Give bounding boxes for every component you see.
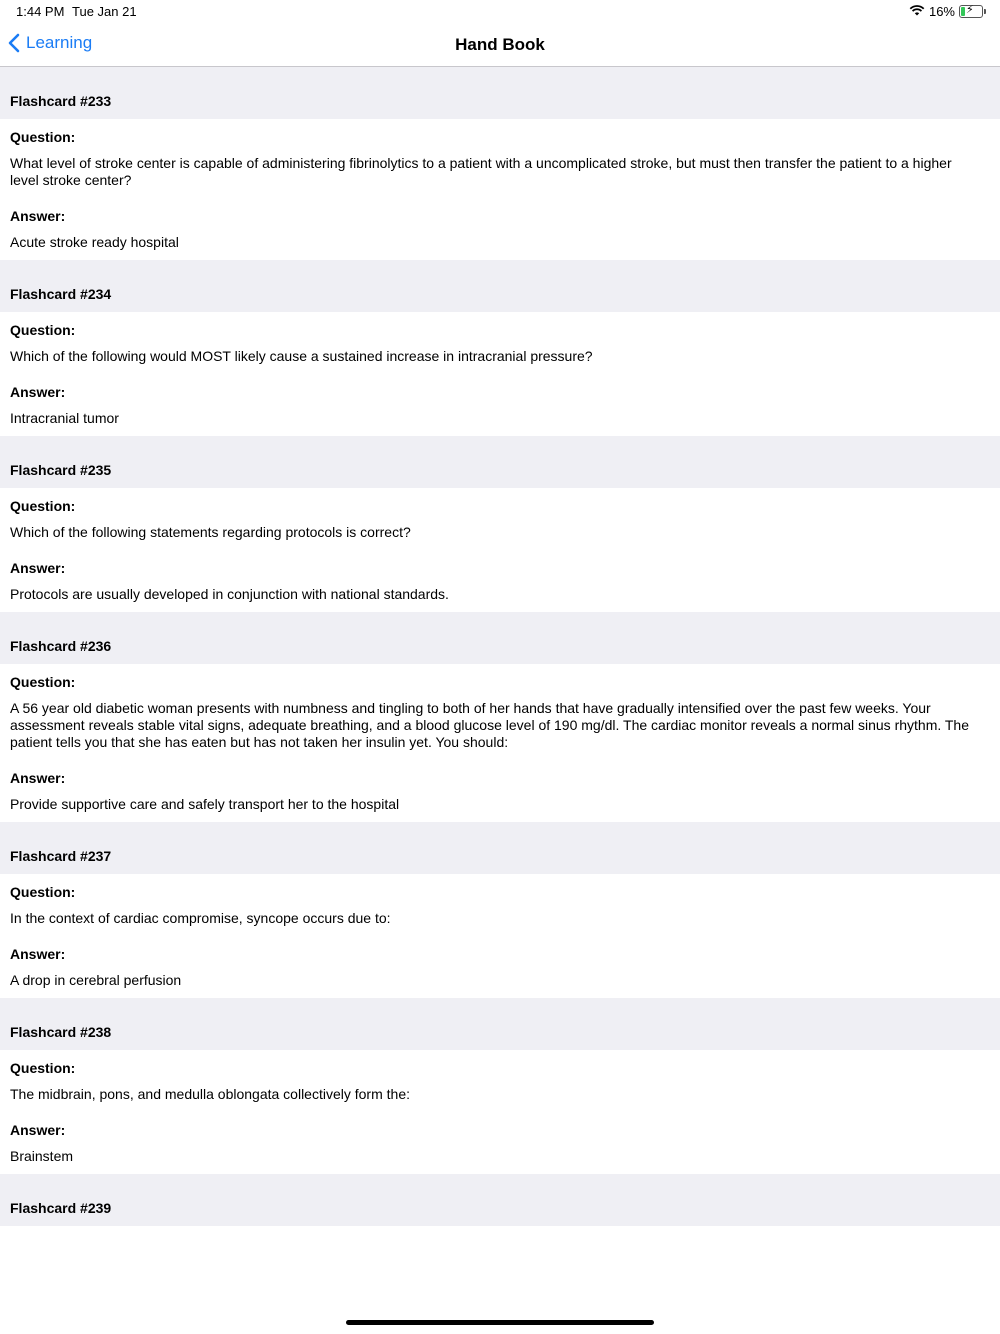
flashcard — [0, 612, 1000, 822]
flashcard — [0, 67, 1000, 260]
answer-label: Answer: — [10, 384, 66, 400]
flashcard-title: Flashcard #238 — [0, 998, 1000, 1050]
question-text: What level of stroke center is capable of administering fibrinolytics to a patient with a uncomplicated stroke, but must then transfer the patient to a higher level stroke center? — [10, 155, 952, 188]
question-label: Question: — [10, 884, 76, 900]
status-date: Tue Jan 21 — [72, 4, 137, 19]
flashcard-title: Flashcard #239 — [0, 1174, 1000, 1226]
answer-label: Answer: — [10, 208, 66, 224]
status-right — [909, 4, 986, 19]
wifi-icon — [909, 4, 925, 19]
flashcard-title: Flashcard #233 — [0, 67, 1000, 119]
answer-label: Answer: — [10, 946, 66, 962]
question-label: Question: — [10, 1060, 76, 1076]
flashcard-title: Flashcard #236 — [0, 612, 1000, 664]
question-label: Question: — [10, 129, 76, 145]
status-bar — [0, 0, 1000, 24]
question-text: The midbrain, pons, and medulla oblongata collectively form the: — [10, 1086, 410, 1102]
question-text: Which of the following would MOST likely cause a sustained increase in intracranial pressure? — [10, 348, 593, 364]
answer-text: Intracranial tumor — [10, 410, 119, 426]
flashcard-title: Flashcard #235 — [0, 436, 1000, 488]
question-label: Question: — [10, 498, 76, 514]
page-title: Hand Book — [455, 35, 545, 54]
battery-icon: ⚡ — [959, 5, 983, 18]
flashcard-title: Flashcard #234 — [0, 260, 1000, 312]
status-time: 1:44 PM — [16, 4, 65, 19]
question-label: Question: — [10, 674, 76, 690]
flashcard-title: Flashcard #237 — [0, 822, 1000, 874]
answer-text: Acute stroke ready hospital — [10, 234, 179, 250]
flashcard — [0, 822, 1000, 998]
question-text: In the context of cardiac compromise, syncope occurs due to: — [10, 910, 391, 926]
back-button-label: Learning — [26, 33, 93, 52]
question-text: Which of the following statements regarding protocols is correct? — [10, 524, 411, 540]
answer-text: Protocols are usually developed in conjunction with national standards. — [10, 586, 449, 602]
battery-percent: 16% — [928, 4, 955, 19]
flashcard — [0, 1174, 1000, 1226]
answer-label: Answer: — [10, 770, 66, 786]
answer-label: Answer: — [10, 560, 66, 576]
answer-text: Provide supportive care and safely transport her to the hospital — [10, 796, 400, 812]
flashcard-list[interactable] — [0, 67, 1000, 1334]
home-indicator[interactable] — [346, 1320, 654, 1325]
flashcard — [0, 260, 1000, 436]
flashcard — [0, 998, 1000, 1174]
answer-text: A drop in cerebral perfusion — [10, 972, 182, 988]
question-text: A 56 year old diabetic woman presents with numbness and tingling to both of her hands that have gradually intensified over the past few weeks. Your assessment reveals stable vital signs, adequate breathing, and a blood glucose level of 190 mg/dl. The cardiac monitor reveals a normal sinus rhythm. The patient tells you that she has eaten but has not taken her insulin yet. You should: — [10, 700, 970, 750]
answer-label: Answer: — [10, 1122, 66, 1138]
question-label: Question: — [10, 322, 76, 338]
answer-text: Brainstem — [10, 1148, 74, 1164]
navigation-bar — [0, 24, 1000, 67]
flashcard — [0, 436, 1000, 612]
